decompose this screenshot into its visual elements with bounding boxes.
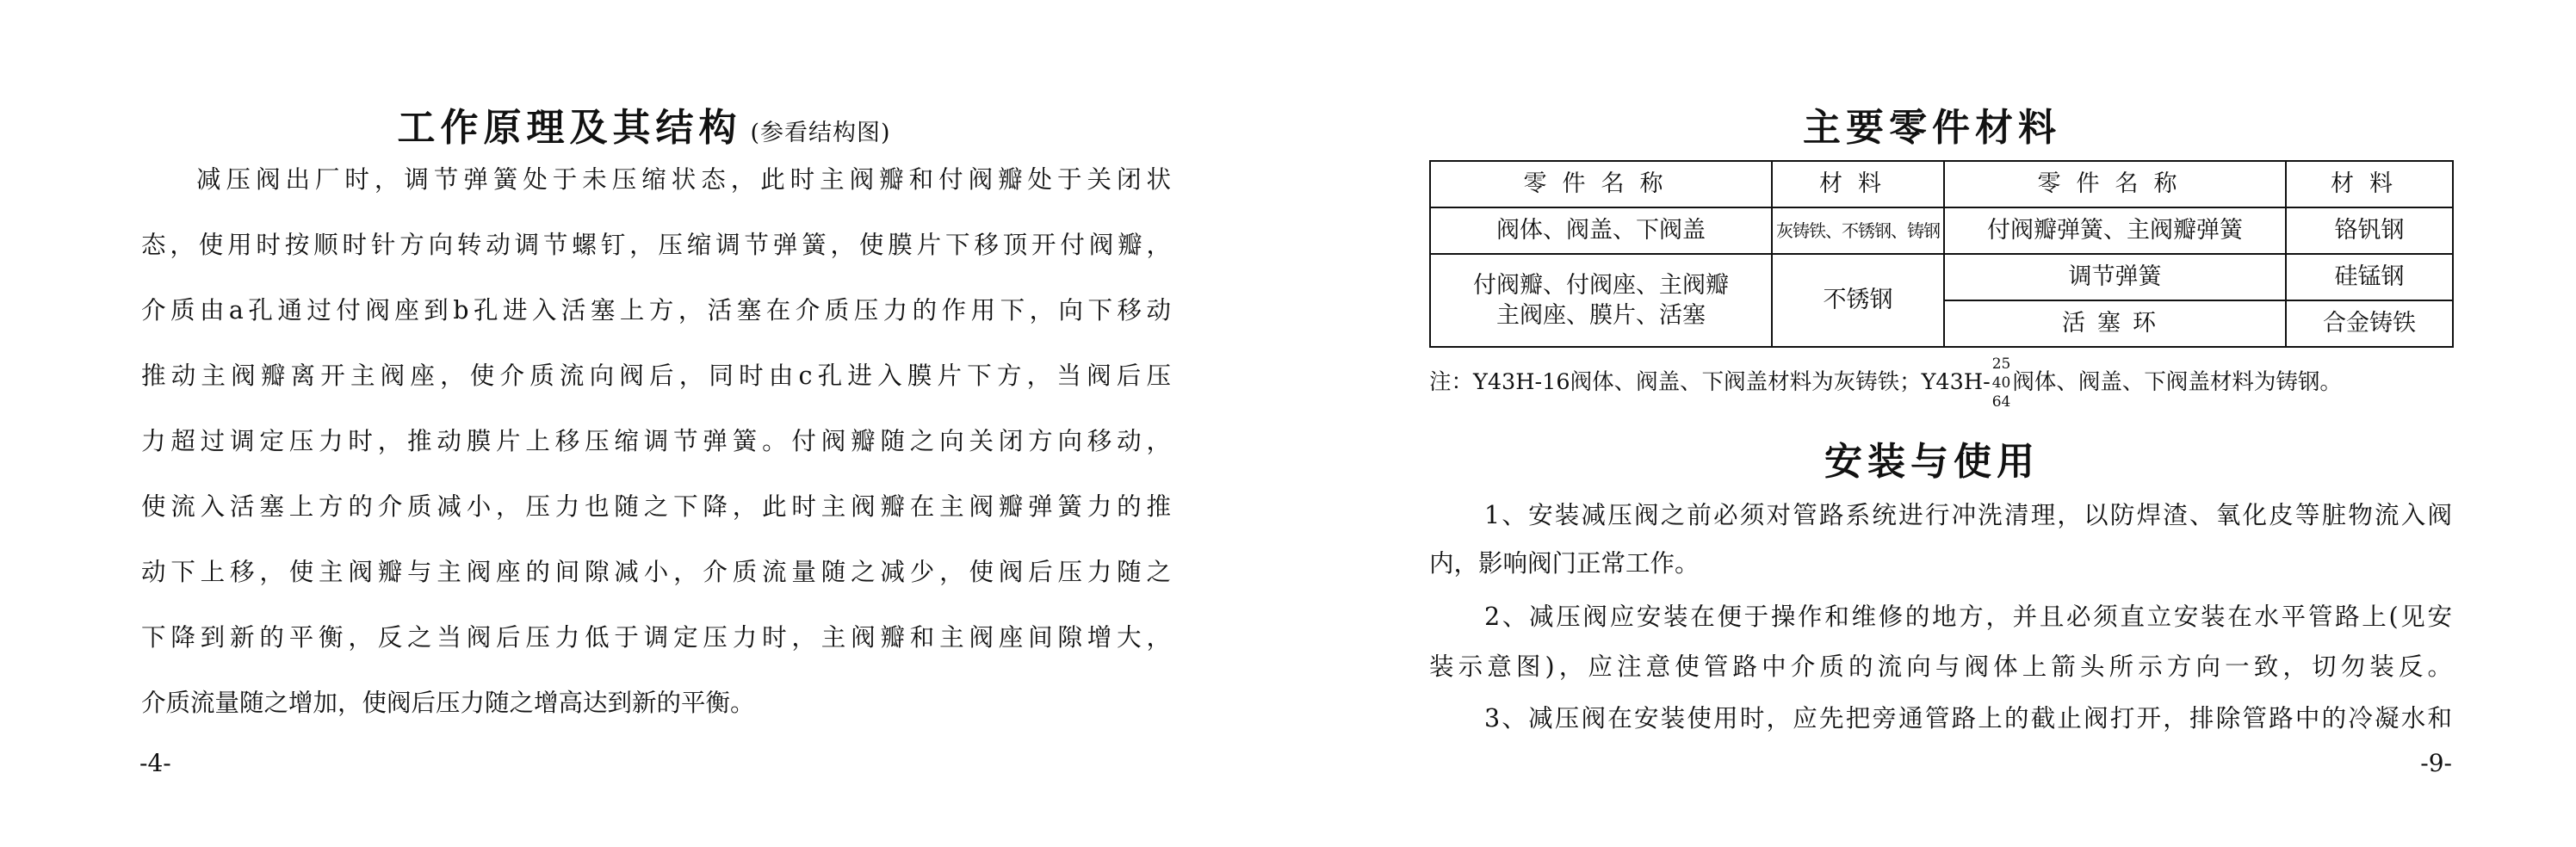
merged-parts-line: 主阀座、膜片、活塞 (1496, 302, 1706, 329)
pressure-value: 25 (1991, 355, 2011, 373)
page-subtitle: (参看结构图) (750, 120, 891, 146)
text-line: 1、安装减压阀之前必须对管路系统进行冲洗清理，以防焊渣、氧化皮等脏物流入阀 (1484, 501, 2452, 529)
text-line: 下降到新的平衡，反之当阀后压力低于调定压力时，主阀瓣和主阀座间隙增大， (141, 623, 1171, 652)
header-part-name: 零件名称 (1430, 161, 1772, 207)
table-row (1430, 207, 2453, 254)
table-cell-merged-parts (1430, 254, 1772, 347)
text-line: 介质由a孔通过付阀座到b孔进入活塞上方，活塞在介质压力的作用下，向下移动 (141, 296, 1171, 325)
table-cell: 合金铸铁 (2286, 300, 2453, 347)
note-suffix: 阀体、阀盖、下阀盖材料为铸钢。 (2012, 369, 2342, 395)
header-material: 材料 (1772, 161, 1944, 207)
table-cell: 灰铸铁、不锈钢、铸钢 (1772, 207, 1944, 254)
install-title: 安装与使用 (1824, 440, 2040, 484)
text-line: 使流入活塞上方的介质减小，压力也随之下降，此时主阀瓣在主阀瓣弹簧力的推 (141, 492, 1171, 521)
text-line: 装示意图)，应注意使管路中介质的流向与阀体上箭头所示方向一致，切勿装反。 (1429, 652, 2452, 681)
page-title: 工作原理及其结构 (397, 106, 742, 150)
install-title-row (1288, 430, 2576, 485)
header-part-name: 零件名称 (1944, 161, 2286, 207)
materials-table (1429, 160, 2454, 348)
table-cell: 调节弹簧 (1944, 254, 2286, 300)
table-cell-merged-material: 不锈钢 (1772, 254, 1944, 347)
install-paragraphs (1429, 496, 2452, 754)
page-number: -4- (139, 749, 171, 777)
note-prefix: 注：Y43H-16阀体、阀盖、下阀盖材料为灰铸铁；Y43H- (1429, 369, 1991, 395)
pressure-value: 40 (1991, 374, 2011, 392)
materials-note (1429, 355, 2342, 411)
table-cell: 铬钒钢 (2286, 207, 2453, 254)
pressure-stack (1992, 355, 2011, 411)
table-cell: 活塞环 (1944, 300, 2286, 347)
header-material: 材料 (2286, 161, 2453, 207)
table-cell: 付阀瓣弹簧、主阀瓣弹簧 (1944, 207, 2286, 254)
text-line: 减压阀出厂时，调节弹簧处于未压缩状态，此时主阀瓣和付阀瓣处于关闭状 (196, 165, 1171, 194)
title-row (0, 96, 1288, 151)
pressure-value: 64 (1991, 393, 2011, 411)
text-line: 内，影响阀门正常工作。 (1429, 549, 1700, 578)
principle-paragraph (141, 160, 1171, 728)
text-line: 态，使用时按顺时针方向转动调节螺钉，压缩调节弹簧，使膜片下移顶开付阀瓣， (141, 231, 1171, 259)
table-cell: 阀体、阀盖、下阀盖 (1430, 207, 1772, 254)
right-page (1288, 0, 2576, 847)
table-header-row (1430, 161, 2453, 207)
text-line: 推动主阀瓣离开主阀座，使介质流向阀后，同时由c孔进入膜片下方，当阀后压 (141, 362, 1171, 390)
table-row (1430, 254, 2453, 300)
page-number: -9- (2420, 749, 2452, 777)
materials-title: 主要零件材料 (1803, 106, 2061, 150)
merged-parts-line: 付阀瓣、付阀座、主阀瓣 (1473, 271, 1729, 299)
text-line: 力超过调定压力时，推动膜片上移压缩调节弹簧。付阀瓣随之向关闭方向移动， (141, 427, 1171, 455)
text-line: 2、减压阀应安装在便于操作和维修的地方，并且必须直立安装在水平管路上(见安 (1484, 603, 2452, 631)
text-line: 介质流量随之增加，使阀后压力随之增高达到新的平衡。 (141, 689, 755, 717)
materials-title-row (1288, 96, 2576, 151)
text-line: 3、减压阀在安装使用时，应先把旁通管路上的截止阀打开，排除管路中的冷凝水和 (1484, 704, 2452, 733)
text-line: 动下上移，使主阀瓣与主阀座的间隙减小，介质流量随之减少，使阀后压力随之 (141, 558, 1171, 586)
table-cell: 硅锰钢 (2286, 254, 2453, 300)
